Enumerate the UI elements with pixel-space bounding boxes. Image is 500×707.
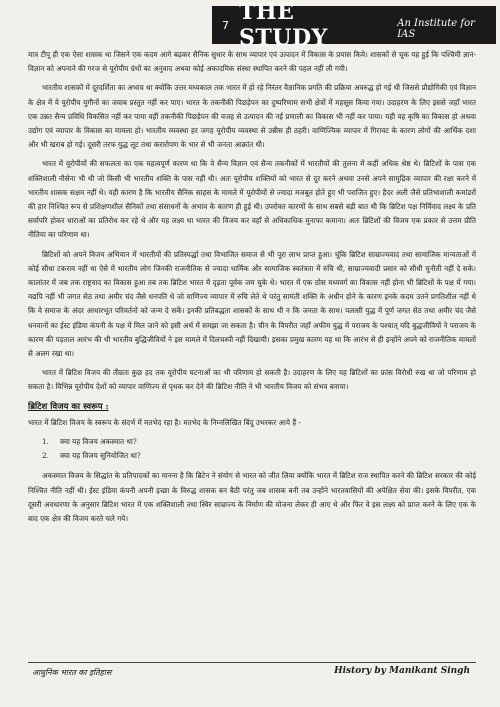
footer-divider [28,662,476,663]
footer-author: History by Manikant Singh [334,666,470,676]
list-item-text: क्या यह विजय सुनियोजित था? [60,451,141,461]
section-heading: ब्रिटिश विजय का स्वरूप : [28,401,109,412]
list-item [42,435,476,449]
paragraph-4: ब्रिटिशों को अपने विजय अभियान में भारतीयों की प्रतिस्पर्द्धा तथा विभाजित समाज से भी पूरा लाभ प्राप्त हुआ। चूंकि ब्रिटिश साम्राज्यवाद तथा सामाजिक मान्यताओं में कोई सीधा टकराव नहीं था ऐसे में भारतीय लोग जिनकी राजनीतिक से ज्यादा धार्मिक और सामाजिक स्वतंत्रता में रुचि थी, साम्राज्यवादी प्रसार को सीधी चुनौती नहीं दे सके। कालांतर में जब तक राष्ट्रवाद का विकास हुआ तब तक ब्रिटिश भारत में दृढ़ता पूर्वक जम चुके थे। भारत में एक ठोस मध्यवर्ग का विकास नहीं होना भी ब्रिटिशों के पक्ष में गया। यद्यपि नहीं भी जगत सेठ तथा अमीर चंद जैसे धनपति थे जो वाणिज्य व्यापार में रुचि लेते थे परंतु सामंती शक्ति के अधीन होने के कारण इनके कदम उतने प्रगतिशील नहीं थे कि वे समाज के अंदर आधारभूत परिवर्तनों को जन्म दे सकें। इनकी प्रतिबद्धता शासकों के साथ थी न कि जनता के साथ। पलासी युद्ध में पूर्ण जगत सेठ तथा अमीर चंद जैसे धनवानों का ईस्ट इंडिया कंपनी के पक्ष में मिल जाने को इसी अर्थ में समझा जा सकता है। चीन के विपरीत जहाँ अफीम युद्ध में पराजय के पश्चात् यदि बुद्धजीवियों ने पराजय के कारण की पड़ताल आरंभ की थी भारतीय बुद्धिजीवियों ने इस मामले में दिलचस्पी नहीं दिखायी। इसका प्रमुख कारण यह था कि आरंभ से ही इन्होंने अपने को राजनीतिक मामलों से अलग रखा था। [28,249,476,359]
brand-tagline: An Institute for IAS [397,18,475,40]
page-number: 7 [222,18,229,32]
paragraph-1: मात्र टीपू ही एक ऐसा शासक था जिसने एक कदम आगे बढ़कर सैनिक सुधार के साथ व्यापार एवं उत्पादन में विकास के प्रयास किये। शासकों से चूक यह हुई कि पश्चिमी ज्ञान-विज्ञान को अपनाने की गरज से यूरोपीय ग्रंथों का अनुवाद अथवा कोई अकादमिक संस्था स्थापित करने की पहल नहीं ली गयी। [28,50,476,74]
list-item-number: 1. [42,437,49,447]
list-item-text: क्या यह विजय अकस्मात था? [60,437,137,447]
list-item [42,449,476,463]
header-banner [212,0,496,51]
paragraph-3: भारत में यूरोपीयों की सफलता का एक महत्वपूर्ण कारण था कि वे सैन्य विज्ञान एवं सैन्य तकनीकों में भारतीयों की तुलना में कहीं अधिक श्रेष्ठ थे। ब्रिटिशों के पास एक शक्तिशाली नौसेना भी थी जो किसी भी भारतीय शक्ति के पास नहीं थी। अतः यूरोपीय शक्तियों को भारत से दूर करने अथवा उनसे अपने सामुद्रिक व्यापार की रक्षा करने में भारतीय शासक सक्षम नहीं थे। यही कारण है कि भारतीय सैनिक साहस के मामले में यूरोपीयों से ज्यादा मजबूत होते हुए भी पराजित हुए। हैदर अली जैसे प्रतिभाशाली कमांडरों की हार निश्चित रूप से प्रशिक्षणशील सैनिकों तथा संसाधनों के अभाव के कारण ही हुई थी। उपरोक्त कारणों के साथ सबसे बड़ी बात थी कि ब्रिटिश पक्ष निर्विवाद लक्ष्य के प्रति सर्वापरि होकर धाराओं का प्रतिरोध कर रहे थे और यह लक्ष्य था भारत की विजय कर वहाँ से अधिकाधिक मुनाफा कमाना। अतः ब्रिटिशों की विजय एक प्रकार से उत्तम प्रीति नीतिया का परिणाम था। [28,159,476,240]
question-list [28,435,476,463]
intro-line: भारत में ब्रिटिश विजय के स्वरूप के संदर्भ में मतभेद रहा है। मतभेद के निम्नलिखित बिंदु उभरकर आये हैं - [28,417,301,427]
brand-title: THE STUDY [239,0,328,51]
page-body [28,48,476,654]
footer-book-title: आधुनिक भारत का इतिहास [32,668,112,677]
list-item-number: 2. [42,451,49,461]
paragraph-6: अकस्मात विजय के सिद्धांत के प्रतिपादकों का मानना है कि ब्रिटेन ने संयोग से भारत को जीत लिया क्योंकि भारत में ब्रिटिश राज स्थापित करने की ब्रिटिश सरकार की कोई निश्चित नीति नहीं थी। ईस्ट इंडिया कंपनी अपनी इच्छा के विरुद्ध शासक बन बैठी परंतु जब शासक बनी तब उन्होंने भारतवासियों की अपेक्षित सेवा की। इसके विपरीत, एक दूसरी अवधारणा के अनुसार ब्रिटिश भारत में एक शक्तिशाली तथा स्थिर साम्राज्य के निर्माण की योजना लेकर ही आए थे और फिर वे इस लक्ष्य को प्राप्त करने के लिए एक के बाद एक क्षेत्र की विजय करते चले गये। [28,471,476,524]
paragraph-5: भारत में ब्रिटिश विजय की तीव्रता कुछ हद तक यूरोपीय घटनाओं का भी परिणाम हो सकती है। उदाहरण के लिए यह ब्रिटिशों का फ्रांस विरोधी रुख था जो परिणाम हो सकता है। विभिन्न यूरोपीय देशों को व्यापार वाणिज्य से पृथक कर देने की ब्रिटिश नीति ने भी भारतीय विजय को संभव बनाया। [28,368,476,392]
paragraph-2: भारतीय शासकों में दूरदर्शिता का अभाव था क्योंकि उत्तर मध्यकाल तक भारत में हो रहे निरंतर वैज्ञानिक प्रगति की प्रक्रिया अवरुद्ध हो गई थी जिससे प्रौद्योगिकी एवं विज्ञान के क्षेत्र में ये यूरोपीय युगीनों का जवाब प्रस्तुत नहीं कर पाए। भारत के तकनीकी पिछड़ेपन का दुष्परिणाम सभी क्षेत्रों में महसूस किया गया। उदाहरण के लिए इससे जहाँ भारत एक उन्नत सैन्य प्रविधि विकसित नहीं कर पाया वहीं तकनीकी पिछड़ेपन की वजह से उत्पादन की नई प्रणाली का विकास भी नहीं कर पाया। यही वह कृषि का विकास हो अथवा उद्योग एवं व्यापार के विकास का मामला हो। भारतीय व्यवस्था हर जगह यूरोपीय व्यवस्था से उन्नीस ही ठहरी। वाणिज्यिक व्यापार में गिरावट के कारण लोगों की आर्थिक दशा और भी खराब हो गई। दूसरी तरफ युद्ध लूट तथा करारोपण के भार से भी जनता आक्रांत थी। [28,83,476,150]
